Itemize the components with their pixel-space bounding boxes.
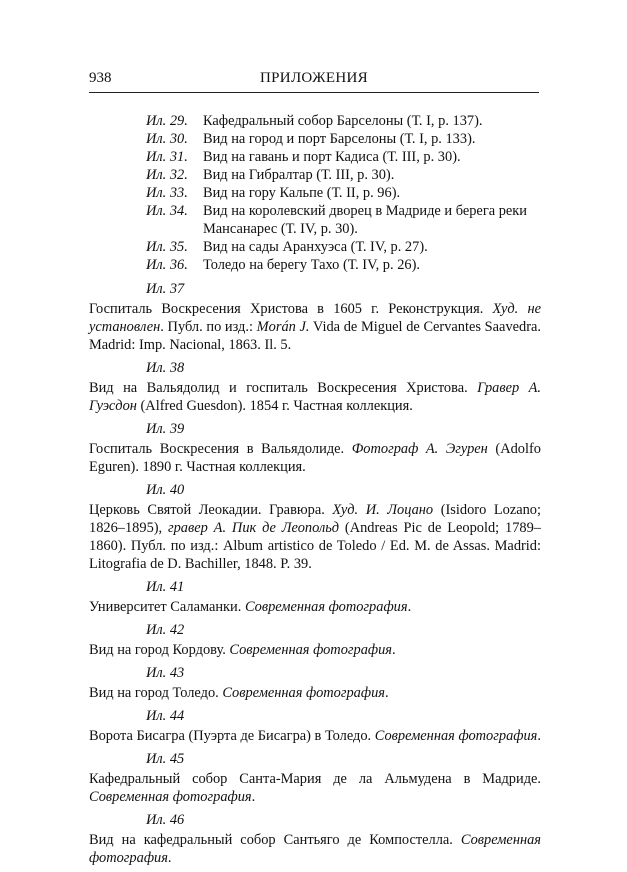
list-item [89,256,541,274]
illustration-caption: Вид на гавань и порт Кадиса (Т. III, p. 30). [203,149,461,165]
illustration-label: Ил. 45 [146,751,185,767]
illustration-description [89,440,541,476]
illustration-list [89,112,541,872]
description-text: (Isidoro Lozano; 1826–1895), [89,502,541,536]
description-text: . Публ. по изд.: [160,319,257,335]
italic-credit: Современная фотография [89,789,252,805]
illustration-entry [89,280,541,354]
illustration-entry [89,811,541,867]
illustration-description [89,770,541,806]
illustration-description [89,684,541,702]
italic-credit: Современная фотография [244,599,408,615]
illustration-entry [89,578,541,616]
italic-credit: Современная фотография [374,728,538,744]
illustration-caption: Вид на сады Аранхуэса (Т. IV, p. 27). [203,239,428,255]
illustration-caption: Вид на королевский дворец в Мадриде и берега реки Мансанарес (Т. IV, p. 30). [203,203,527,237]
description-text: Вид на кафедральный собор Сантьяго де Компостелла. [89,832,461,848]
illustration-label: Ил. 42 [146,622,185,638]
illustration-label: Ил. 36. [146,257,188,273]
illustration-description [89,641,541,659]
short-illustration-list [89,112,541,274]
page-number: 938 [89,70,112,86]
illustration-label: Ил. 37 [146,281,185,297]
description-text: (Alfred Guesdon). 1854 г. Частная коллекция. [136,398,413,414]
illustration-label: Ил. 35. [146,239,188,255]
description-text: Ворота Бисагра (Пуэрта де Бисагра) в Толедо. [89,728,375,744]
illustration-label: Ил. 46 [146,812,185,828]
illustration-entry [89,750,541,806]
illustration-label: Ил. 33. [146,185,188,201]
illustration-description [89,727,541,745]
illustration-caption: Вид на город и порт Барселоны (Т. I, p. 133). [203,131,476,147]
list-item [89,148,541,166]
illustration-description [89,300,541,354]
description-text: . [384,685,389,701]
description-text: Госпиталь Воскресения Христова в 1605 г. Реконструкция. [89,301,493,317]
description-text: . [251,789,256,805]
list-item [89,238,541,256]
illustration-label: Ил. 31. [146,149,188,165]
list-item [89,112,541,130]
italic-credit: гравер А. Пик де Леопольд [168,520,340,536]
illustration-entries [89,280,541,867]
illustration-label: Ил. 30. [146,131,188,147]
italic-credit: Morán J. [256,319,310,335]
italic-credit: Гравер А. Гуэсдон [89,380,541,414]
illustration-caption: Толедо на берегу Тахо (Т. IV, p. 26). [203,257,420,273]
illustration-label: Ил. 44 [146,708,185,724]
list-item [89,166,541,184]
description-text: (Adolfo Eguren). 1890 г. Частная коллекция. [89,441,541,475]
italic-credit: Фотограф А. Эгурен [351,441,488,457]
description-text: Вид на город Кордову. [89,642,230,658]
description-text: . [537,728,541,744]
illustration-label: Ил. 41 [146,579,185,595]
italic-credit: Худ. И. Лоцано [332,502,434,518]
illustration-entry [89,359,541,415]
illustration-entry [89,664,541,702]
illustration-caption: Вид на гору Кальпе (Т. II, p. 96). [203,185,401,201]
description-text: Университет Саламанки. [89,599,245,615]
description-text: . [392,642,396,658]
illustration-label: Ил. 39 [146,421,185,437]
running-title: ПРИЛОЖЕНИЯ [260,70,368,86]
illustration-label: Ил. 34. [146,203,188,219]
description-text: Кафедральный собор Санта-Мария де ла Альмудена в Мадриде. [89,771,541,787]
illustration-description [89,379,541,415]
description-text: Госпиталь Воскресения в Вальядолиде. [89,441,352,457]
illustration-entry [89,621,541,659]
header-rule [89,92,539,93]
description-text: Vida de Miguel de Cervantes Saavedra. Madrid: Imp. Nacional, 1863. Il. 5. [89,319,541,353]
italic-credit: Худ. не установлен [89,301,541,335]
illustration-caption: Кафедральный собор Барселоны (Т. I, p. 137). [203,113,483,129]
list-item [89,130,541,148]
illustration-description [89,501,541,573]
page-header [89,70,539,90]
illustration-caption: Вид на Гибралтар (Т. III, p. 30). [203,167,395,183]
description-text: . [167,850,172,866]
illustration-description [89,831,541,867]
illustration-label: Ил. 29. [146,113,188,129]
illustration-label: Ил. 38 [146,360,185,376]
list-item [89,202,541,238]
illustration-entry [89,707,541,745]
illustration-label: Ил. 43 [146,665,185,681]
illustration-label: Ил. 40 [146,482,185,498]
italic-credit: Современная фотография [89,832,541,866]
description-text: . [407,599,412,615]
italic-credit: Современная фотография [222,685,385,701]
illustration-entry [89,420,541,476]
description-text: (Andreas Pic de Leopold; 1789–1860). Публ. по изд.: Album artistico de Toledo / Ed. M. de Assas. Madrid: Litografia de D. Bachiller, 1848. P. 39. [89,520,541,572]
illustration-description [89,598,541,616]
description-text: Вид на город Толедо. [89,685,223,701]
list-item [89,184,541,202]
description-text: Вид на Вальядолид и госпиталь Воскресения Христова. [89,380,478,396]
italic-credit: Современная фотография [229,642,393,658]
description-text: Церковь Святой Леокадии. Гравюра. [89,502,333,518]
illustration-label: Ил. 32. [146,167,188,183]
illustration-entry [89,481,541,573]
